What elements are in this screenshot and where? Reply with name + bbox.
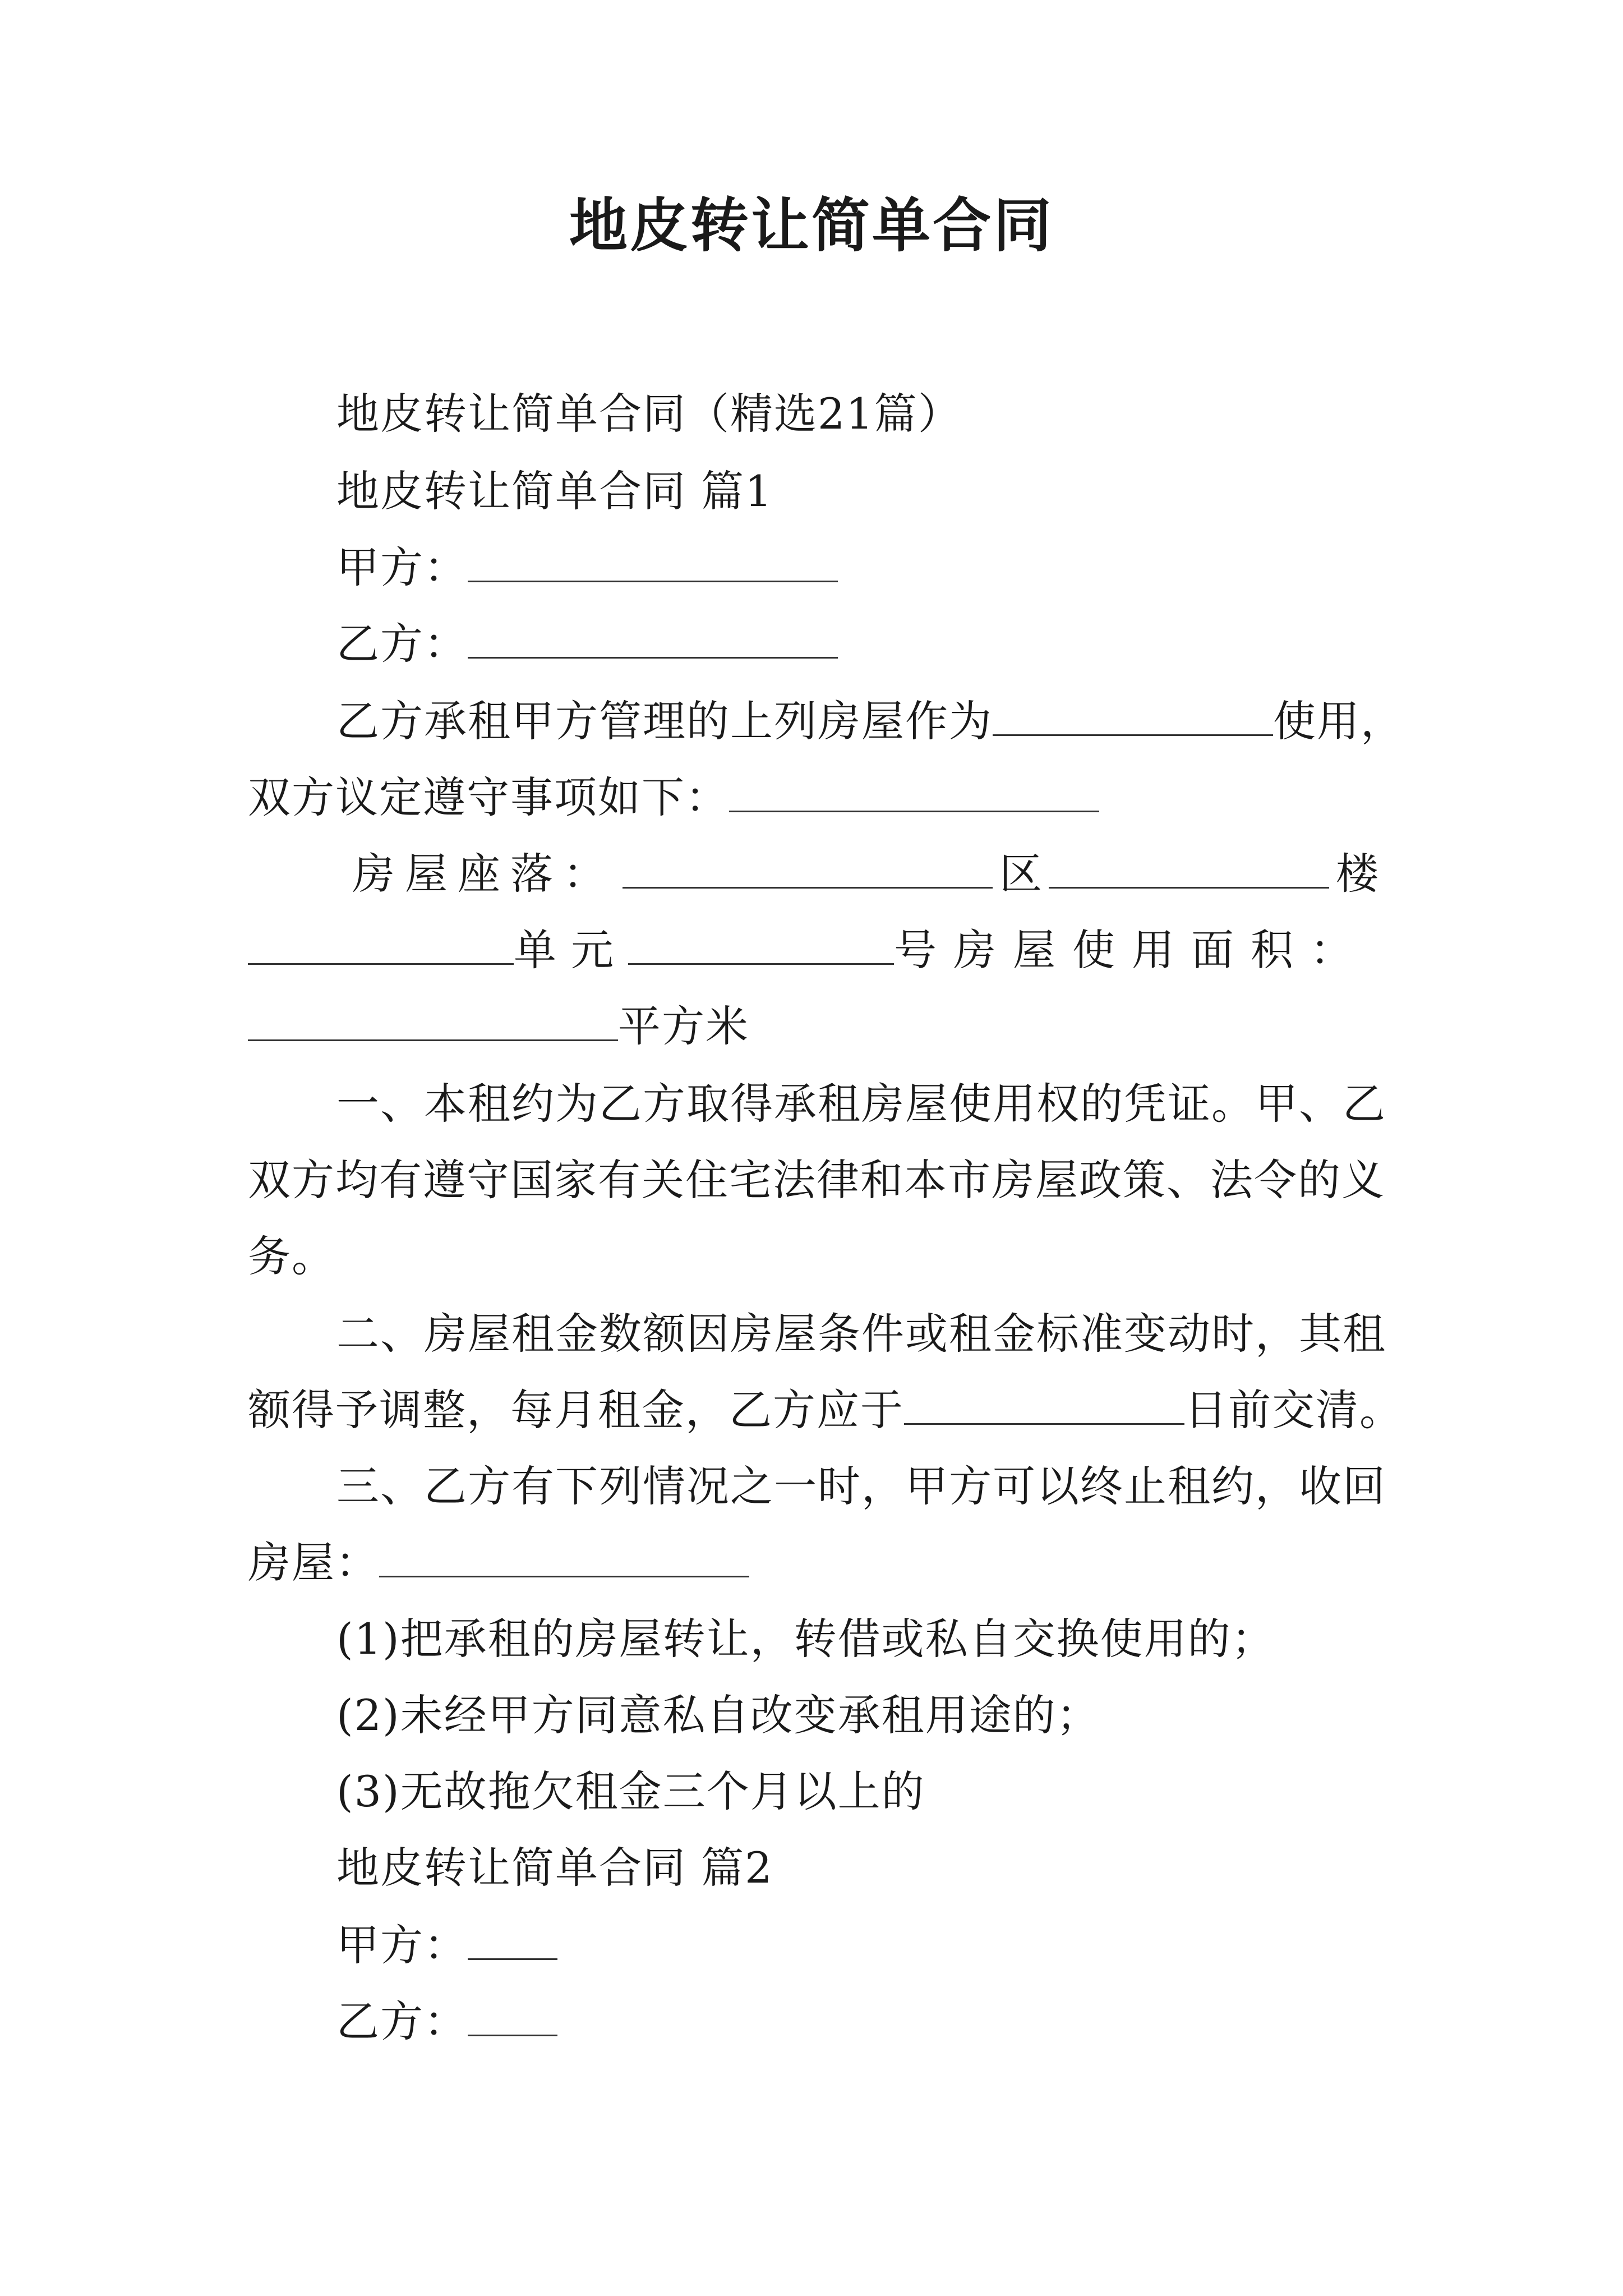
party-b-blank — [468, 624, 838, 659]
location-line-2 — [248, 925, 1370, 975]
document-title: 地皮转让简单合同 — [569, 191, 1054, 260]
intro-text-1b: 使用， — [1273, 696, 1404, 746]
usage-blank — [993, 702, 1273, 736]
list-item-1: (1)把承租的房屋转让，转借或私自交换使用的； — [336, 1614, 1275, 1664]
location-blank — [623, 854, 993, 889]
matters-blank — [729, 778, 1099, 812]
sqm-label: 平方米 — [618, 1001, 749, 1051]
building-label: 楼 — [1336, 849, 1378, 899]
intro-text-2: 双方议定遵守事项如下： — [248, 772, 729, 822]
intro-line-2 — [248, 772, 1099, 822]
party-a-blank — [468, 548, 838, 582]
party-b-label: 乙方： — [336, 619, 468, 669]
subtitle: 地皮转让简单合同（精选21篇） — [336, 389, 962, 439]
clause-3-text: 房屋： — [248, 1538, 379, 1588]
party-b-line-2 — [336, 1996, 557, 2046]
list-item-3: (3)无故拖欠租金三个月以上的 — [336, 1766, 925, 1816]
party-a-label-2: 甲方： — [336, 1920, 468, 1970]
district-label: 区 — [999, 849, 1042, 899]
clause-1-line-1: 一、本租约为乙方取得承租房屋使用权的凭证。甲、乙 — [336, 1079, 1386, 1129]
area-label: 号房屋使用面积： — [894, 925, 1370, 975]
list-item-2: (2)未经甲方同意私自改变承租用途的； — [336, 1690, 1100, 1740]
party-a-line — [336, 542, 838, 592]
district-blank — [1049, 854, 1329, 889]
party-b-blank-2 — [468, 2002, 557, 2036]
clause-2-line-1: 二、房屋租金数额因房屋条件或租金标准变动时，其租 — [336, 1309, 1386, 1359]
location-line-3 — [248, 1001, 749, 1051]
intro-line-1 — [336, 696, 1404, 746]
section-heading-2: 地皮转让简单合同 篇2 — [336, 1843, 773, 1893]
location-label: 房屋座落： — [352, 849, 616, 899]
clause-1-line-3: 务。 — [248, 1231, 335, 1281]
section-heading-1: 地皮转让简单合同 篇1 — [336, 466, 773, 516]
clause-1-line-2: 双方均有遵守国家有关住宅法律和本市房屋政策、法令的义 — [248, 1155, 1385, 1205]
clause-2-text-b: 日前交清。 — [1184, 1385, 1403, 1435]
clause-3-line-1: 三、乙方有下列情况之一时，甲方可以终止租约，收回 — [336, 1461, 1386, 1511]
building-blank — [248, 931, 514, 965]
clause-2-line-2 — [248, 1385, 1403, 1435]
rent-date-blank — [904, 1391, 1184, 1425]
clause-3-line-2 — [248, 1538, 749, 1588]
reclaim-blank — [379, 1543, 749, 1577]
party-a-line-2 — [336, 1920, 557, 1970]
party-a-blank-2 — [468, 1926, 557, 1960]
location-line-1 — [352, 849, 1378, 899]
area-blank — [248, 1007, 618, 1041]
intro-text-1a: 乙方承租甲方管理的上列房屋作为 — [336, 696, 993, 746]
party-b-line — [336, 619, 838, 669]
unit-blank — [628, 931, 894, 965]
party-b-label-2: 乙方： — [336, 1996, 468, 2046]
unit-label: 单元 — [514, 925, 628, 975]
clause-2-text-a: 额得予调整，每月租金，乙方应于 — [248, 1385, 904, 1435]
party-a-label: 甲方： — [336, 542, 468, 592]
